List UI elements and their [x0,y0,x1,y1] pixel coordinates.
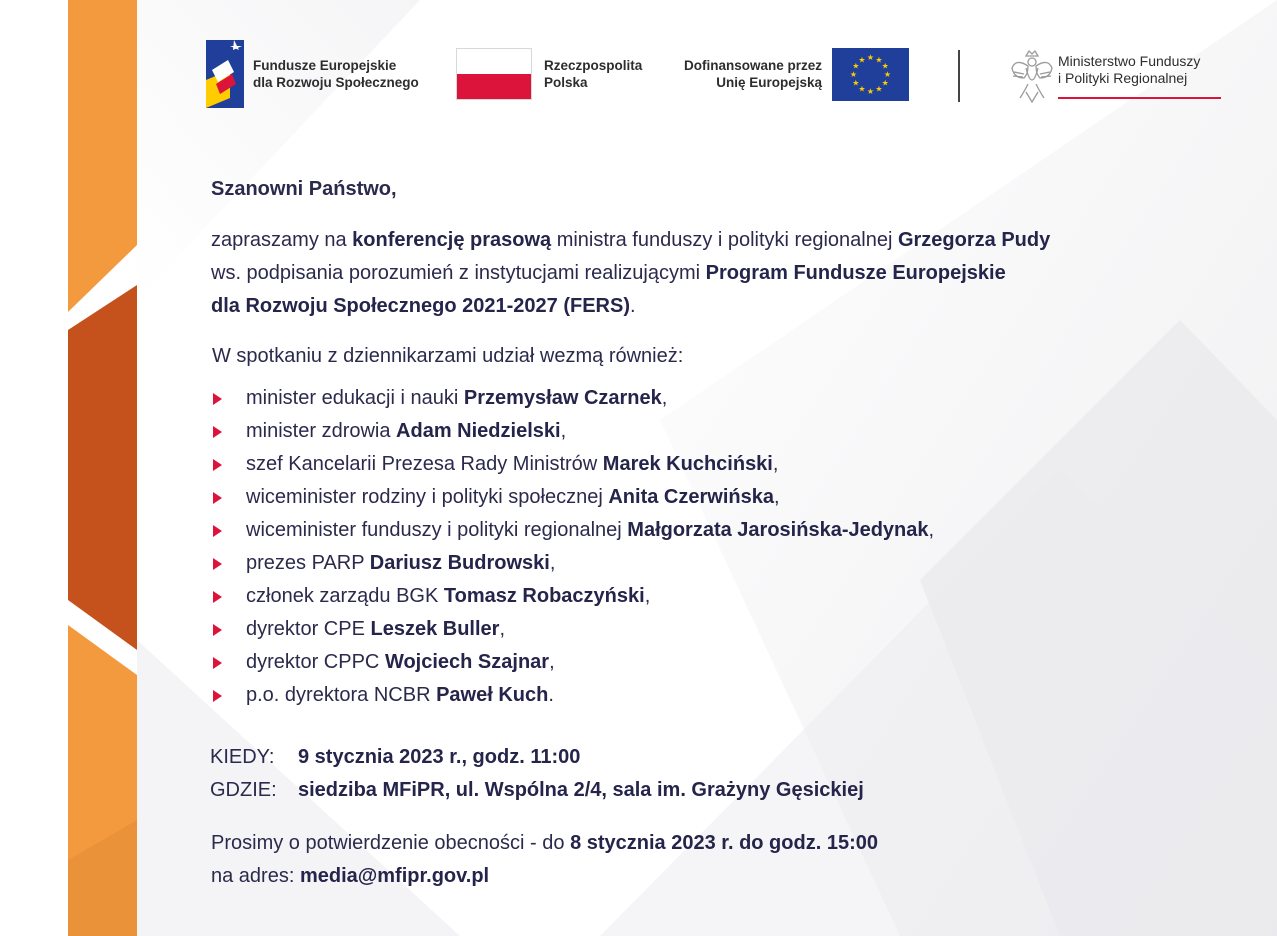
eu-logo-line2: Unię Europejską [716,75,822,90]
attendee-name: Paweł Kuch [436,684,549,706]
confirm-paragraph [211,827,878,893]
svg-text:★: ★ [858,55,866,65]
list-item [211,415,934,448]
intro-paragraph [211,224,1201,323]
fe-logo-line2: dla Rozwoju Społecznego [253,75,419,90]
bullet-arrow-icon [213,657,222,669]
bullet-arrow-icon [213,525,222,537]
attendee-end: , [549,651,555,673]
attendee-end: , [661,387,668,409]
bullet-arrow-icon [213,426,222,438]
attendee-end: , [499,618,505,640]
poland-logo-line2: Polska [544,75,588,90]
svg-text:★: ★ [866,87,875,96]
attendee-role: wiceminister rodziny i polityki społecznej [246,486,609,508]
svg-text:★: ★ [866,53,875,62]
attendee-end: , [928,519,935,541]
fe-flag-icon [206,40,246,108]
attendee-end: , [772,453,779,475]
svg-text:★: ★ [881,78,889,88]
intro-text-1: zapraszamy na [211,229,353,251]
attendee-end: . [548,684,554,706]
poland-logo-line1: Rzeczpospolita [544,58,643,73]
bullet-arrow-icon [213,459,222,471]
attendee-end: , [644,585,651,607]
confirm-text-2: na adres: [211,865,300,887]
attendee-name: Przemysław Czarnek [463,387,662,409]
attendee-role: minister zdrowia [246,420,397,442]
confirm-text-1: Prosimy o potwierdzenie obecności - do [211,832,571,854]
bullet-arrow-icon [213,690,222,702]
attendee-name: Anita Czerwińska [608,486,774,508]
attendee-name: Wojciech Szajnar [384,651,550,673]
list-item [211,646,934,679]
eu-flag-icon [832,48,909,101]
attendee-role: p.o. dyrektora NCBR [246,684,437,706]
where-value: siedziba MFiPR, ul. Wspólna 2/4, sala im. Grażyny Gęsickiej [298,779,864,801]
ministry-logo-line2: i Polityki Regionalnej [1058,70,1188,86]
list-item [211,679,934,712]
greeting: Szanowni Państwo, [211,178,397,200]
when-label: KIEDY: [210,746,275,768]
where-label: GDZIE: [210,779,277,801]
bullet-arrow-icon [213,393,222,405]
when-row [210,741,580,774]
bullet-arrow-icon [213,558,222,570]
fe-logo [206,40,436,108]
header-separator [958,50,960,102]
svg-text:★: ★ [852,61,860,71]
intro-text-3: ws. podpisania porozumień z instytucjami realizującymi [211,262,706,284]
confirm-email: media@mfipr.gov.pl [299,865,490,887]
attendee-name: Dariusz Budrowski [369,552,550,574]
attendees-list [211,382,934,712]
attendees-lead: W spotkaniu z dziennikarzami udział wezmą również: [212,345,684,367]
when-value: 9 stycznia 2023 r., godz. 11:00 [298,746,581,768]
attendee-name: Adam Niedzielski [396,420,561,442]
attendee-end: , [773,486,780,508]
svg-text:★: ★ [852,78,860,88]
svg-text:★: ★ [875,55,883,65]
bullet-arrow-icon [213,492,222,504]
attendee-name: Marek Kuchciński [602,453,773,475]
intro-bold-program-2: dla Rozwoju Społecznego 2021-2027 (FERS) [211,295,630,317]
attendee-role: prezes PARP [246,552,370,574]
list-item [211,547,934,580]
attendee-end: , [549,552,556,574]
eu-logo-line1: Dofinansowane przez [683,58,822,73]
bullet-arrow-icon [213,624,222,636]
svg-text:★: ★ [883,70,892,79]
intro-bold-program: Program Fundusze Europejskie [705,262,1006,284]
attendee-role: dyrektor CPPC [246,651,385,673]
list-item [211,613,934,646]
attendee-role: dyrektor CPE [246,618,371,640]
list-item [211,481,934,514]
attendee-role: wiceminister funduszy i polityki regionalnej [246,519,628,541]
ministry-logo-line1: Ministerstwo Funduszy [1058,53,1201,69]
eagle-emblem-icon [1010,48,1054,104]
attendee-end: , [560,420,567,442]
list-item [211,448,934,481]
attendee-role: minister edukacji i nauki [246,387,464,409]
poland-logo [456,48,656,103]
list-item [211,382,934,415]
polish-flag-icon [456,48,532,100]
list-item [211,580,934,613]
intro-text-2: ministra funduszy i polityki regionalnej [551,229,898,251]
attendee-name: Leszek Buller [370,618,500,640]
attendee-role: członek zarządu BGK [246,585,444,607]
intro-bold-minister: Grzegorza Pudy [897,229,1051,251]
svg-text:★: ★ [875,84,883,94]
where-row [210,774,864,807]
fe-logo-line1: Fundusze Europejskie [253,58,397,73]
confirm-deadline: 8 stycznia 2023 r. do godz. 15:00 [570,832,878,854]
list-item [211,514,934,547]
attendee-role: szef Kancelarii Prezesa Rady Ministrów [246,453,603,475]
svg-text:★: ★ [858,84,866,94]
intro-text-4: . [629,295,636,317]
svg-text:★: ★ [881,61,889,71]
bullet-arrow-icon [213,591,222,603]
ministry-logo-underline [1058,96,1221,99]
ministry-logo [1010,48,1240,108]
attendee-name: Tomasz Robaczyński [443,585,645,607]
eu-logo [676,48,912,103]
svg-text:★: ★ [849,70,858,79]
intro-bold-conference: konferencję prasową [352,229,552,251]
attendee-name: Małgorzata Jarosińska-Jedynak [627,519,929,541]
